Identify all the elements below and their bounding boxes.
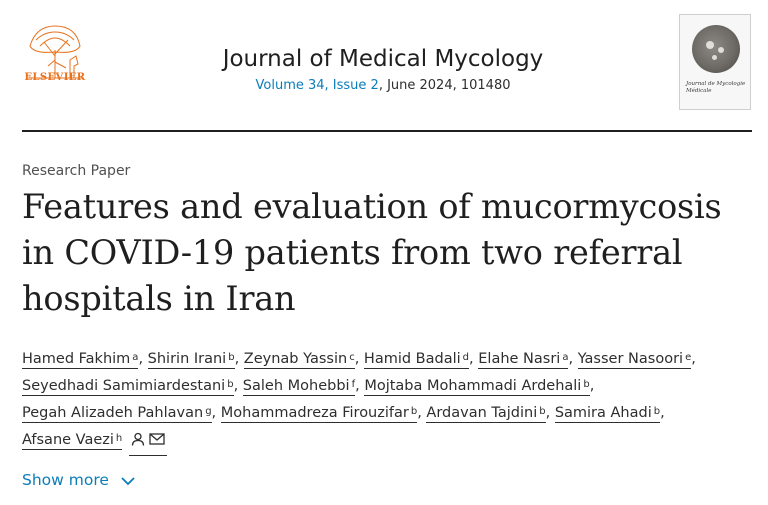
author-link[interactable]: Pegah Alizadeh Pahlavan $^g$ <box>22 405 212 421</box>
author-link[interactable]: Yasser Nasoori $^e$ <box>577 351 692 367</box>
author-link[interactable]: Shirin Irani $^b$ <box>147 351 235 367</box>
author-link[interactable]: Mohammadreza Firouzifar $^b$ <box>220 405 418 421</box>
envelope-icon <box>149 432 165 446</box>
author-link[interactable]: Zeynab Yassin $^c$ <box>243 351 355 367</box>
article-title: Features and evaluation of mucormycosis in COVID-19 patients from two referral hospitals in Iran <box>22 187 722 318</box>
issue-date-article-number: , June 2024, 101480 <box>378 78 511 93</box>
journal-title-link[interactable]: Journal of Medical Mycology <box>222 46 544 72</box>
author-link[interactable]: Ardavan Tajdini $^b$ <box>426 405 546 421</box>
volume-issue-link[interactable]: Volume 34, Issue 2 <box>255 78 379 93</box>
author-list: Hamed Fakhim $^a$, Shirin Irani $^b$, Zeynab Yassin $^c$, Hamid Badali $^d$, Elahe Nasri $^a$, Yasser Nasoori $^e$, Seyedhadi Samimiardestani $^b$, Saleh Mohebbi $^f$, Mojtaba Mohammadi Ardehali $^b$, Pegah Alizadeh Pahlavan $^g$, Mohammadreza Firouzifar $^b$, Ardavan Tajdini $^b$, Samira Ahadi $^b$, Afsane Vaezi $^h$ <box>22 346 752 456</box>
article-header <box>0 0 768 132</box>
show-more-button[interactable] <box>22 471 136 489</box>
author-link[interactable]: Hamid Badali $^d$ <box>363 351 470 367</box>
article-type: Research Paper <box>22 163 131 179</box>
author-link[interactable]: Saleh Mohebbi $^f$ <box>242 378 356 394</box>
journal-meta <box>160 76 606 96</box>
journal-cover-image[interactable] <box>679 14 751 110</box>
author-link[interactable]: Hamed Fakhim $^a$ <box>22 351 139 367</box>
publisher-name: ELSEVIER <box>24 72 86 83</box>
author-link[interactable]: Afsane Vaezi $^h$ <box>22 432 123 448</box>
journal-info <box>160 44 606 96</box>
author-link[interactable]: Elahe Nasri $^a$ <box>478 351 569 367</box>
header-divider <box>22 130 752 132</box>
person-icon <box>131 432 145 446</box>
cover-title: Journal de Mycologie Médicale <box>686 81 746 94</box>
show-more-label: Show more <box>22 471 109 489</box>
author-link[interactable]: Samira Ahadi $^b$ <box>554 405 661 421</box>
author-link[interactable]: Mojtaba Mohammadi Ardehali $^b$ <box>364 378 590 394</box>
corresponding-author-contact[interactable] <box>129 427 168 456</box>
cover-micrograph <box>692 25 740 73</box>
author-link[interactable]: Seyedhadi Samimiardestani $^b$ <box>22 378 234 394</box>
chevron-down-icon <box>120 475 136 487</box>
